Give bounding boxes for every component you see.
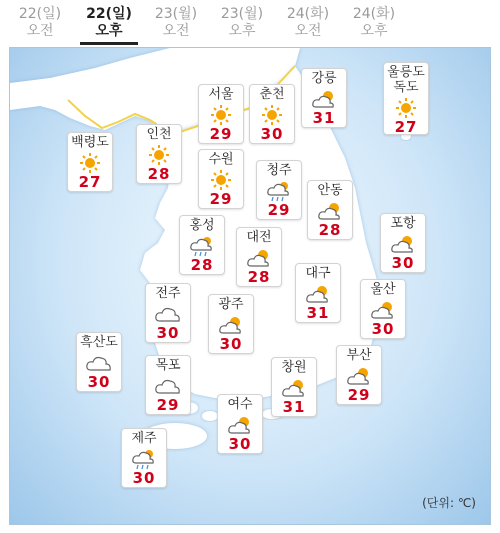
city-card-cheongju[interactable]: [256, 160, 302, 220]
tab-period: 오후: [360, 23, 388, 39]
tab-24-am[interactable]: [273, 6, 343, 40]
tab-22-pm[interactable]: [74, 6, 144, 40]
city-name: 울릉도: [387, 65, 425, 80]
shower-icon: [189, 235, 215, 257]
city-temp: 28: [318, 221, 342, 239]
partly-cloudy-icon: [281, 377, 307, 399]
sunny-icon: [208, 169, 234, 191]
tab-period: 오전: [26, 23, 54, 39]
city-name: 흑산도: [80, 335, 118, 350]
city-card-daegu[interactable]: [295, 263, 341, 323]
city-name: 청주: [266, 163, 292, 178]
city-name: 백령도: [71, 135, 109, 150]
city-card-daejeon[interactable]: [236, 227, 282, 287]
city-temp: 30: [391, 254, 415, 272]
city-card-busan[interactable]: [336, 345, 382, 405]
city-card-baengnyeongdo[interactable]: [67, 132, 113, 192]
city-name: 창원: [281, 360, 307, 375]
city-temp: 28: [147, 165, 171, 183]
tab-23-pm[interactable]: [207, 6, 277, 40]
city-name: 강릉: [311, 71, 337, 86]
city-card-ulleungdo-dokdo[interactable]: [383, 62, 429, 135]
partly-cloudy-icon: [246, 247, 272, 269]
city-name: 광주: [218, 297, 244, 312]
sunny-icon: [393, 97, 419, 119]
city-temp: 30: [371, 320, 395, 338]
city-temp: 30: [219, 335, 243, 353]
partly-cloudy-icon: [218, 314, 244, 336]
shower-icon: [131, 448, 157, 470]
partly-cloudy-icon: [390, 233, 416, 255]
shower-icon: [266, 180, 292, 202]
partly-cloudy-icon: [311, 88, 337, 110]
city-card-changwon[interactable]: [271, 357, 317, 417]
city-card-seoul[interactable]: [198, 84, 244, 144]
city-card-yeosu[interactable]: [217, 394, 263, 454]
city-name: 대구: [305, 266, 331, 281]
weather-map: [9, 47, 491, 525]
partly-cloudy-icon: [370, 299, 396, 321]
city-card-heuksando[interactable]: [76, 332, 122, 392]
tab-22-am[interactable]: [5, 6, 75, 40]
city-name-2: 독도: [393, 80, 419, 95]
city-name: 수원: [208, 152, 234, 167]
city-temp: 29: [347, 386, 371, 404]
tab-period: 오후: [228, 23, 256, 39]
city-temp: 28: [247, 268, 271, 286]
tab-period: 오전: [294, 23, 322, 39]
sunny-icon: [259, 104, 285, 126]
city-temp: 30: [260, 125, 284, 143]
tab-day: 23(월): [220, 6, 264, 22]
city-temp: 29: [209, 125, 233, 143]
city-temp: 29: [209, 190, 233, 208]
city-name: 목포: [155, 358, 181, 373]
city-temp: 28: [190, 256, 214, 274]
partly-cloudy-icon: [227, 414, 253, 436]
tab-period: 오전: [162, 23, 190, 39]
city-temp: 29: [267, 201, 291, 219]
time-tabs: [0, 0, 500, 46]
cloudy-icon: [86, 352, 112, 374]
city-name: 서울: [208, 87, 234, 102]
city-name: 제주: [131, 431, 157, 446]
city-temp: 29: [156, 396, 180, 414]
city-name: 부산: [346, 348, 372, 363]
city-name: 홍성: [189, 218, 215, 233]
tab-day: 24(화): [352, 6, 396, 22]
city-temp: 30: [228, 435, 252, 453]
city-card-chuncheon[interactable]: [249, 84, 295, 144]
city-temp: 30: [132, 469, 156, 487]
tab-23-am[interactable]: [141, 6, 211, 40]
city-name: 인천: [146, 127, 172, 142]
cloudy-icon: [155, 303, 181, 325]
tab-period: 오후: [95, 23, 123, 39]
city-temp: 31: [312, 109, 336, 127]
sunny-icon: [77, 152, 103, 174]
city-card-gangneung[interactable]: [301, 68, 347, 128]
city-card-suwon[interactable]: [198, 149, 244, 209]
city-temp: 31: [282, 398, 306, 416]
city-card-incheon[interactable]: [136, 124, 182, 184]
tab-day: 22(일): [18, 6, 62, 22]
city-card-ulsan[interactable]: [360, 279, 406, 339]
city-card-mokpo[interactable]: [145, 355, 191, 415]
city-temp: 27: [394, 118, 418, 136]
city-card-andong[interactable]: [307, 180, 353, 240]
city-name: 울산: [370, 282, 396, 297]
partly-cloudy-icon: [346, 365, 372, 387]
cloudy-icon: [155, 375, 181, 397]
sunny-icon: [146, 144, 172, 166]
tab-day: 24(화): [286, 6, 330, 22]
partly-cloudy-icon: [305, 283, 331, 305]
city-name: 포항: [390, 216, 416, 231]
city-temp: 27: [78, 173, 102, 191]
city-card-hongseong[interactable]: [179, 215, 225, 275]
unit-label: (단위: ℃): [422, 496, 476, 510]
city-temp: 31: [306, 304, 330, 322]
tab-underline: [80, 42, 138, 45]
partly-cloudy-icon: [317, 200, 343, 222]
city-name: 안동: [317, 183, 343, 198]
sunny-icon: [208, 104, 234, 126]
island: [202, 411, 218, 421]
tab-day: 22(일): [86, 6, 132, 22]
city-name: 여수: [227, 397, 253, 412]
tab-24-pm[interactable]: [339, 6, 409, 40]
city-name: 대전: [246, 230, 272, 245]
city-card-jeju[interactable]: [121, 428, 167, 488]
city-card-pohang[interactable]: [380, 213, 426, 273]
city-name: 춘천: [259, 87, 285, 102]
city-name: 전주: [155, 286, 181, 301]
city-card-gwangju[interactable]: [208, 294, 254, 354]
city-temp: 30: [156, 324, 180, 342]
tab-day: 23(월): [154, 6, 198, 22]
city-card-jeonju[interactable]: [145, 283, 191, 343]
city-temp: 30: [87, 373, 111, 391]
